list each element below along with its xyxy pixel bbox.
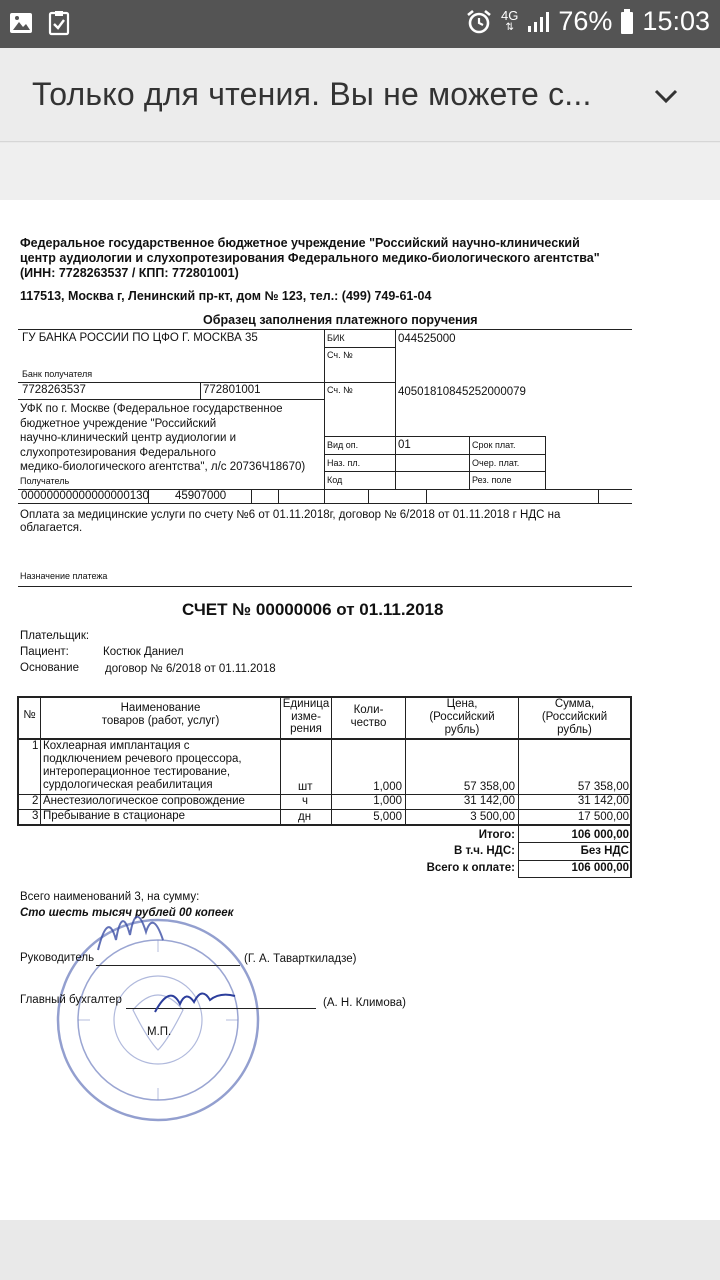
- th-num: №: [23, 709, 36, 721]
- bank-label: Банк получателя: [22, 369, 93, 379]
- payer-label: Плательщик:: [20, 630, 90, 642]
- signal-icon: [526, 10, 550, 34]
- task-check-icon: [48, 10, 70, 36]
- battery-percent: 76%: [558, 6, 613, 36]
- chevron-down-icon[interactable]: [648, 78, 684, 114]
- basis-value: договор № 6/2018 от 01.11.2018: [105, 663, 276, 675]
- accountant-label: Главный бухгалтер: [20, 994, 122, 1006]
- recipient-name: УФК по г. Москве (Федеральное государственное бюджетное учреждение "Российский научно-клинический центр аудиологии и слухопротезирования Федерального медико-биологического агентства", л/с 20736Ч18670): [20, 403, 306, 473]
- alarm-icon: [465, 8, 493, 36]
- vid-op-label: Вид оп.: [327, 440, 359, 450]
- org-name: Федеральное государственное бюджетное учреждение "Российский научно-клинический центр аудиологии и слухопротезирования Федерального медико-биологического агентства" (ИНН: 7728263537 / КПП: 772801001): [20, 236, 600, 280]
- invoice-title: СЧЕТ № 00000006 от 01.11.2018: [182, 600, 444, 619]
- basis-label: Основание: [20, 662, 79, 674]
- document-top-margin: [0, 143, 720, 200]
- battery-icon: [620, 9, 634, 35]
- document-bottom-margin: [0, 1220, 720, 1280]
- status-bar: [0, 0, 720, 48]
- grand-total-value: 106 000,00: [571, 862, 629, 874]
- patient-label: Пациент:: [20, 646, 69, 658]
- kbk-code: 00000000000000000130: [21, 490, 149, 502]
- org-address: 117513, Москва г, Ленинский пр-кт, дом № 123, тел.: (499) 749-61-04: [20, 289, 432, 303]
- network-type: 4G ⇅: [501, 7, 519, 33]
- bik-value: 044525000: [398, 333, 456, 345]
- naz-pl-label: Наз. пл.: [327, 458, 361, 468]
- th-price: Цена, (Российский рубль): [429, 698, 495, 736]
- inn-value: 7728263537: [22, 384, 86, 396]
- th-name: Наименование товаров (работ, услуг): [101, 702, 220, 727]
- director-name: (Г. А. Таварткиладзе): [244, 953, 357, 965]
- director-label: Руководитель: [20, 952, 95, 964]
- read-only-banner: Только для чтения. Вы не можете с...: [32, 76, 592, 112]
- accountant-signature: [150, 982, 240, 1018]
- patient-name: Костюк Даниел: [103, 646, 184, 658]
- account-label-2: Сч. №: [327, 385, 353, 395]
- account-value: 40501810845252000079: [398, 386, 526, 398]
- clock: 15:03: [642, 6, 710, 36]
- total-label: Итого:: [478, 829, 515, 841]
- srok-label: Срок плат.: [472, 440, 516, 450]
- account-label-1: Сч. №: [327, 350, 353, 360]
- app-bar: [0, 48, 720, 142]
- vid-op-value: 01: [398, 439, 411, 451]
- kpp-value: 772801001: [203, 384, 261, 396]
- payment-purpose: Оплата за медицинские услуги по счету №6 от 01.11.2018г, договор № 6/2018 от 01.11.2018 г НДС на облагается.: [20, 509, 561, 534]
- oktmo-code: 45907000: [175, 490, 227, 502]
- total-value: 106 000,00: [571, 829, 629, 841]
- bank-name: ГУ БАНКА РОССИИ ПО ЦФО Г. МОСКВА 35: [22, 332, 258, 344]
- kod-label: Код: [327, 475, 343, 485]
- rez-label: Рез. поле: [472, 475, 512, 485]
- th-sum: Сумма, (Российский рубль): [541, 698, 608, 736]
- image-icon: [8, 10, 34, 36]
- th-unit: Единица изме- рения: [282, 698, 330, 735]
- bik-label: БИК: [327, 333, 345, 343]
- recipient-label: Получатель: [20, 476, 70, 486]
- grand-total-label: Всего к оплате:: [426, 862, 515, 874]
- stamp-place: М.П.: [147, 1026, 172, 1038]
- vat-label: В т.ч. НДС:: [453, 845, 515, 857]
- th-qty: Коли- чество: [350, 704, 387, 729]
- purpose-label: Назначение платежа: [20, 571, 108, 581]
- summary-words: Сто шесть тысяч рублей 00 копеек: [20, 907, 234, 919]
- accountant-name: (А. Н. Климова): [323, 997, 406, 1009]
- form-title: Образец заполнения платежного поручения: [203, 313, 478, 327]
- summary-line: Всего наименований 3, на сумму:: [20, 891, 200, 903]
- document-page[interactable]: Федеральное государственное бюджетное учреждение "Российский научно-клинический центр аудиологии и слухопротезирования Федерального медико-биологического агентства" (ИНН: 7728263537 / КПП: 772801001) 117513, Москва г, Ленинский пр-кт, дом № 123, тел.: (499) 749-61-04 Образец заполнения платежного поручения ГУ БАНКА РОССИИ ПО ЦФО Г. МОСКВА 35 Банк получателя БИК 044525000 Сч. № 7728263537 772801001 Сч. № 40501810845252000079 УФК по г. Москве (Федеральное государственное бюджетное учреждение "Российский научно-клинический центр аудиологии и слухопротезирования Федерального медико-биологического агентства", л/с 20736Ч18670) Получатель Вид оп. 01 Наз. пл. Код Срок плат. Очер. плат. Рез. поле 00000000000000000130 45907000 Оплата за медицинские услуги по счету №6 от 01.11.2018г, договор № 6/2018 от 01.11.2018 г НДС на облагается. Назначение платежа СЧЕТ № 00000006 от 01.11.2018 Плательщик: Пациент: Костюк Даниел Основание договор № 6/2018 от 01.11.2018 № Наименование товаров (работ, услуг) Единица изме- рения Коли- чество Цена, (Российский рубль) Сумма, (Российский рубль) 1 Кохлеарная имплантация с подключением речевого процессора, интероперационное тестирование, сурдологическая реабилитация шт 1,000 57 358,00 57 358,00 2 Анестезиологическое сопровождение ч 1,000 31 142,00 31 142,00 3 Пребывание в стационаре дн 5,000 3 500,00 17 500,00 Итого: 106 000,00 В т.ч. НДС: Без НДС Всего к оплате: 106 000,00 Всего наименований 3, на сумму: Сто шесть тысяч рублей 00 копеек Руководитель (Г. А. Таварткиладзе) Главный бухгалтер (А. Н. Климова) М.П.: [0, 200, 720, 1220]
- ocher-label: Очер. плат.: [472, 458, 520, 468]
- vat-value: Без НДС: [580, 845, 629, 857]
